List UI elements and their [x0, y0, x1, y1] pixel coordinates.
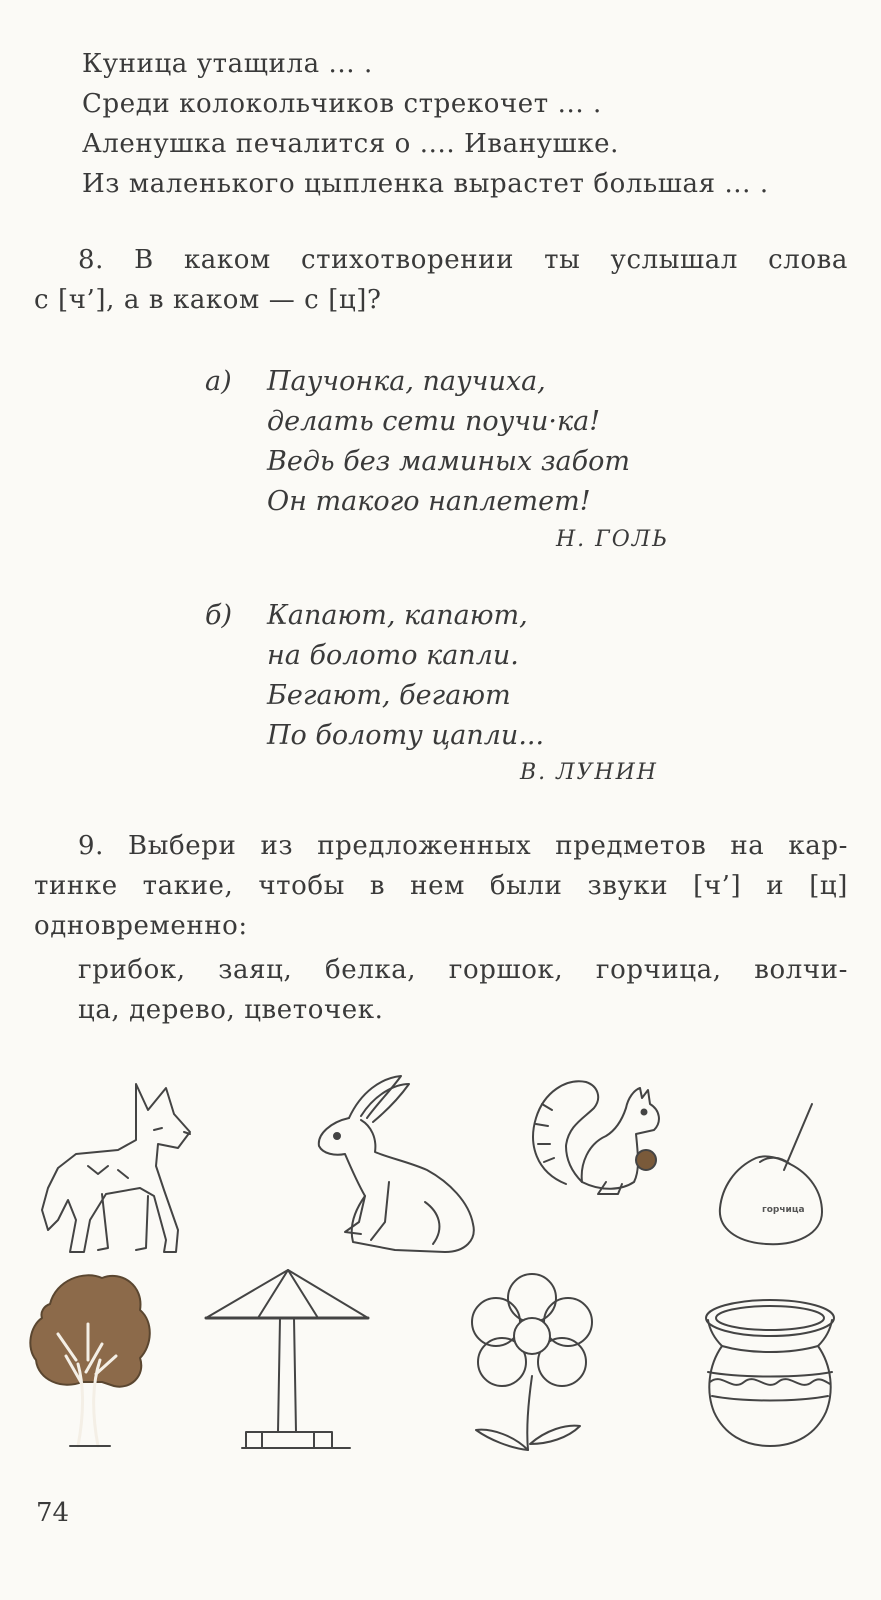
poem-b-line-3: Бегают, бегают: [267, 680, 511, 711]
poem-a-line-3: Ведь без маминых забот: [267, 446, 630, 477]
fill-sentence-4: Из маленького цыпленка вырастет большая ... .: [82, 169, 769, 199]
task9-line3: одновременно:: [34, 911, 248, 941]
tree-picture: [26, 1264, 156, 1454]
poem-a-line-4: Он такого наплетет!: [267, 486, 591, 517]
flower-picture: [462, 1264, 602, 1460]
page-number: 74: [36, 1498, 70, 1528]
task9-line1: 9. Выбери из предложенных предметов на кар-: [78, 831, 848, 861]
poem-b-line-4: По болоту цапли...: [267, 720, 545, 751]
poem-b-line-1: Капают, капают,: [267, 600, 528, 631]
squirrel-picture: [522, 1064, 672, 1204]
pot-picture: [700, 1296, 840, 1456]
poem-b-line-2: на болото капли.: [267, 640, 519, 671]
poem-b-label: б): [205, 600, 233, 631]
poem-a: [205, 362, 705, 532]
poem-a-line-2: делать сети поучи·ка!: [267, 406, 601, 437]
poem-a-author: Н. ГОЛЬ: [556, 527, 669, 552]
poem-a-label: а): [205, 366, 232, 397]
hare-picture: [305, 1072, 485, 1262]
task9-line4: грибок, заяц, белка, горшок, горчица, волчи-: [78, 955, 848, 985]
poem-b-author: В. ЛУНИН: [520, 760, 658, 785]
parasol-picture: [202, 1264, 374, 1456]
fill-sentence-2: Среди колокольчиков стрекочет ... .: [82, 89, 602, 119]
poem-a-line-1: Паучонка, паучиха,: [267, 366, 546, 397]
task8-line1: 8. В каком стихотворении ты услышал слова: [78, 245, 848, 275]
mustard-jar-picture: [710, 1096, 830, 1256]
wolf-picture: [28, 1070, 208, 1260]
task8-line2: с [ч’], а в каком — с [ц]?: [34, 285, 382, 315]
task9-line2: тинке такие, чтобы в нем были звуки [ч’] и [ц]: [34, 871, 848, 901]
poem-b: [205, 596, 705, 766]
task9-line5: ца, дерево, цветочек.: [78, 995, 384, 1025]
fill-sentence-3: Аленушка печалится о .... Иванушке.: [82, 129, 620, 159]
jar-label: горчица: [762, 1205, 805, 1215]
fill-sentence-1: Куница утащила ... .: [82, 49, 373, 79]
